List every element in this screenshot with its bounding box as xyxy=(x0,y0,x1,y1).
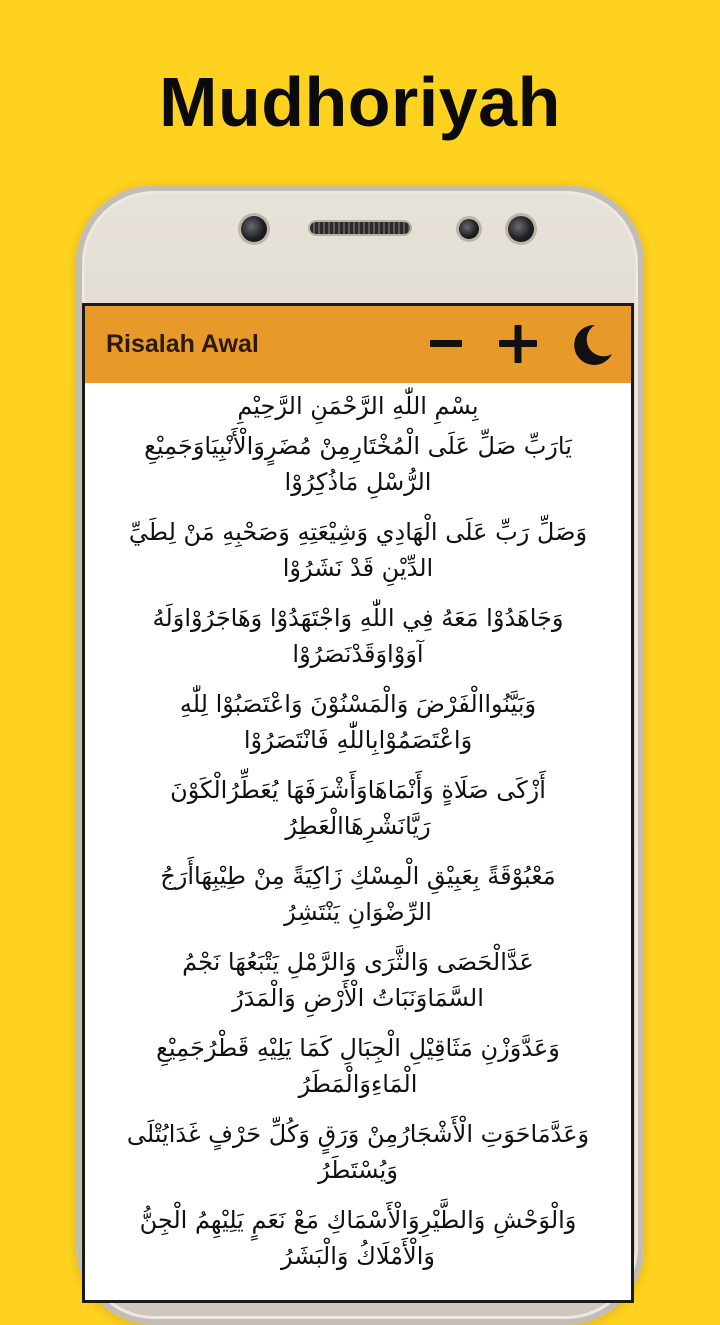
verse-line: الرُّسْلِ مَاذُكِرُوْا xyxy=(284,468,432,496)
front-camera xyxy=(241,216,267,242)
verse-content xyxy=(85,383,631,1300)
verse-item xyxy=(85,507,631,593)
verse-line: أَزْكَى صَلَاةٍ وَأَنْمَاهَاوَأَشْرَفَهَا يُعَطِّرُالْكَوْنَ xyxy=(170,776,546,804)
verse-line: الْمَاءِوَالْمَطَرُ xyxy=(298,1070,418,1098)
app-bar xyxy=(85,306,631,383)
phone-frame xyxy=(76,185,644,1325)
verse-line: آوَوْاوَقَدْنَصَرُوْا xyxy=(292,640,424,668)
increase-font-button[interactable] xyxy=(490,316,546,372)
verse-line: وَعَدَّوَزْنِ مَثَاقِيْلِ الْجِبَالِ كَمَا يَلِيْهِ قَطْرُجَمِيْعِ xyxy=(156,1034,560,1062)
bismillah-heading: بِسْمِ اللّٰهِ الرَّحْمَنِ الرَّحِيْمِ xyxy=(237,392,479,420)
verse-line: السَّمَاوَنَبَاتُ الْأَرْضِ وَالْمَدَرُ xyxy=(232,984,484,1012)
verse-line: عَدَّالْحَصَى وَالثَّرَى وَالرَّمْلِ يَتْبَعُهَا نَجْمُ xyxy=(182,948,534,976)
verse-item xyxy=(85,421,631,507)
verse-line: وَعَدَّمَاحَوَتِ الْأَشْجَارُمِنْ وَرَقٍ وَكُلِّ حَرْفٍ غَدَايُتْلَى xyxy=(126,1120,590,1148)
earpiece-speaker xyxy=(310,222,410,234)
verse-line: وَاعْتَصَمُوْابِاللّٰهِ فَانْتَصَرُوْا xyxy=(243,726,473,754)
proximity-sensor xyxy=(459,219,479,239)
decrease-font-button[interactable] xyxy=(418,316,474,372)
promo-title: Mudhoriyah xyxy=(159,63,561,141)
plus-icon xyxy=(490,316,546,372)
verse-line: رَيَّانَشْرِهَاالْعَطِرُ xyxy=(285,812,431,840)
phone-screen xyxy=(82,303,634,1303)
verse-line: يَارَبِّ صَلِّ عَلَى الْمُخْتَارِمِنْ مُضَرٍوَالْأَنْبِيَاوَجَمِيْعِ xyxy=(144,432,572,460)
verse-item xyxy=(85,593,631,679)
verse-line: وَصَلِّ رَبِّ عَلَى الْهَادِي وَشِيْعَتِهِ وَصَحْبِهِ مَنْ لِطَيِّ xyxy=(128,518,588,546)
app-screen xyxy=(85,306,631,1300)
verse-line: مَعْبُوْقَةً بِعَبِيْقِ الْمِسْكِ زَاكِيَةً مِنْ طِيْبِهَاأَرَجُ xyxy=(160,862,556,890)
front-flash xyxy=(508,216,534,242)
verse-item xyxy=(85,1195,631,1281)
verse-line: وَبَيَّنُواالْفَرْضَ وَالْمَسْنُوْنَ وَاعْتَصَبُوْا لِلّٰهِ xyxy=(179,690,537,718)
verse-item xyxy=(85,765,631,851)
verse-item xyxy=(85,1109,631,1195)
night-mode-button[interactable] xyxy=(562,316,618,372)
verse-item xyxy=(85,679,631,765)
verse-line: الرِّضْوَانِ يَنْتَشِرُ xyxy=(284,898,432,926)
moon-icon xyxy=(562,316,618,372)
verse-line: وَجَاهَدُوْا مَعَهُ فِي اللّٰهِ وَاجْتَهَدُوْا وَهَاجَرُوْاوَلَهُ xyxy=(152,604,564,632)
minus-icon xyxy=(418,316,474,372)
verse-line: وَالْوَحْشِ وَالطَّيْرِوَالْأَسْمَاكِ مَعْ نَعَمٍ يَلِيْهِمُ الْجِنُّ xyxy=(139,1206,577,1234)
verse-item xyxy=(85,851,631,937)
verse-item xyxy=(85,937,631,1023)
verse-line: وَيُسْتَطَرُ xyxy=(318,1156,398,1184)
verse-line: الدِّيْنِ قَدْ نَشَرُوْا xyxy=(282,554,434,582)
verse-item xyxy=(85,1023,631,1109)
verse-line: وَالْأَمْلَاكُ وَالْبَشَرُ xyxy=(281,1242,435,1270)
app-title: Risalah Awal xyxy=(106,330,259,358)
